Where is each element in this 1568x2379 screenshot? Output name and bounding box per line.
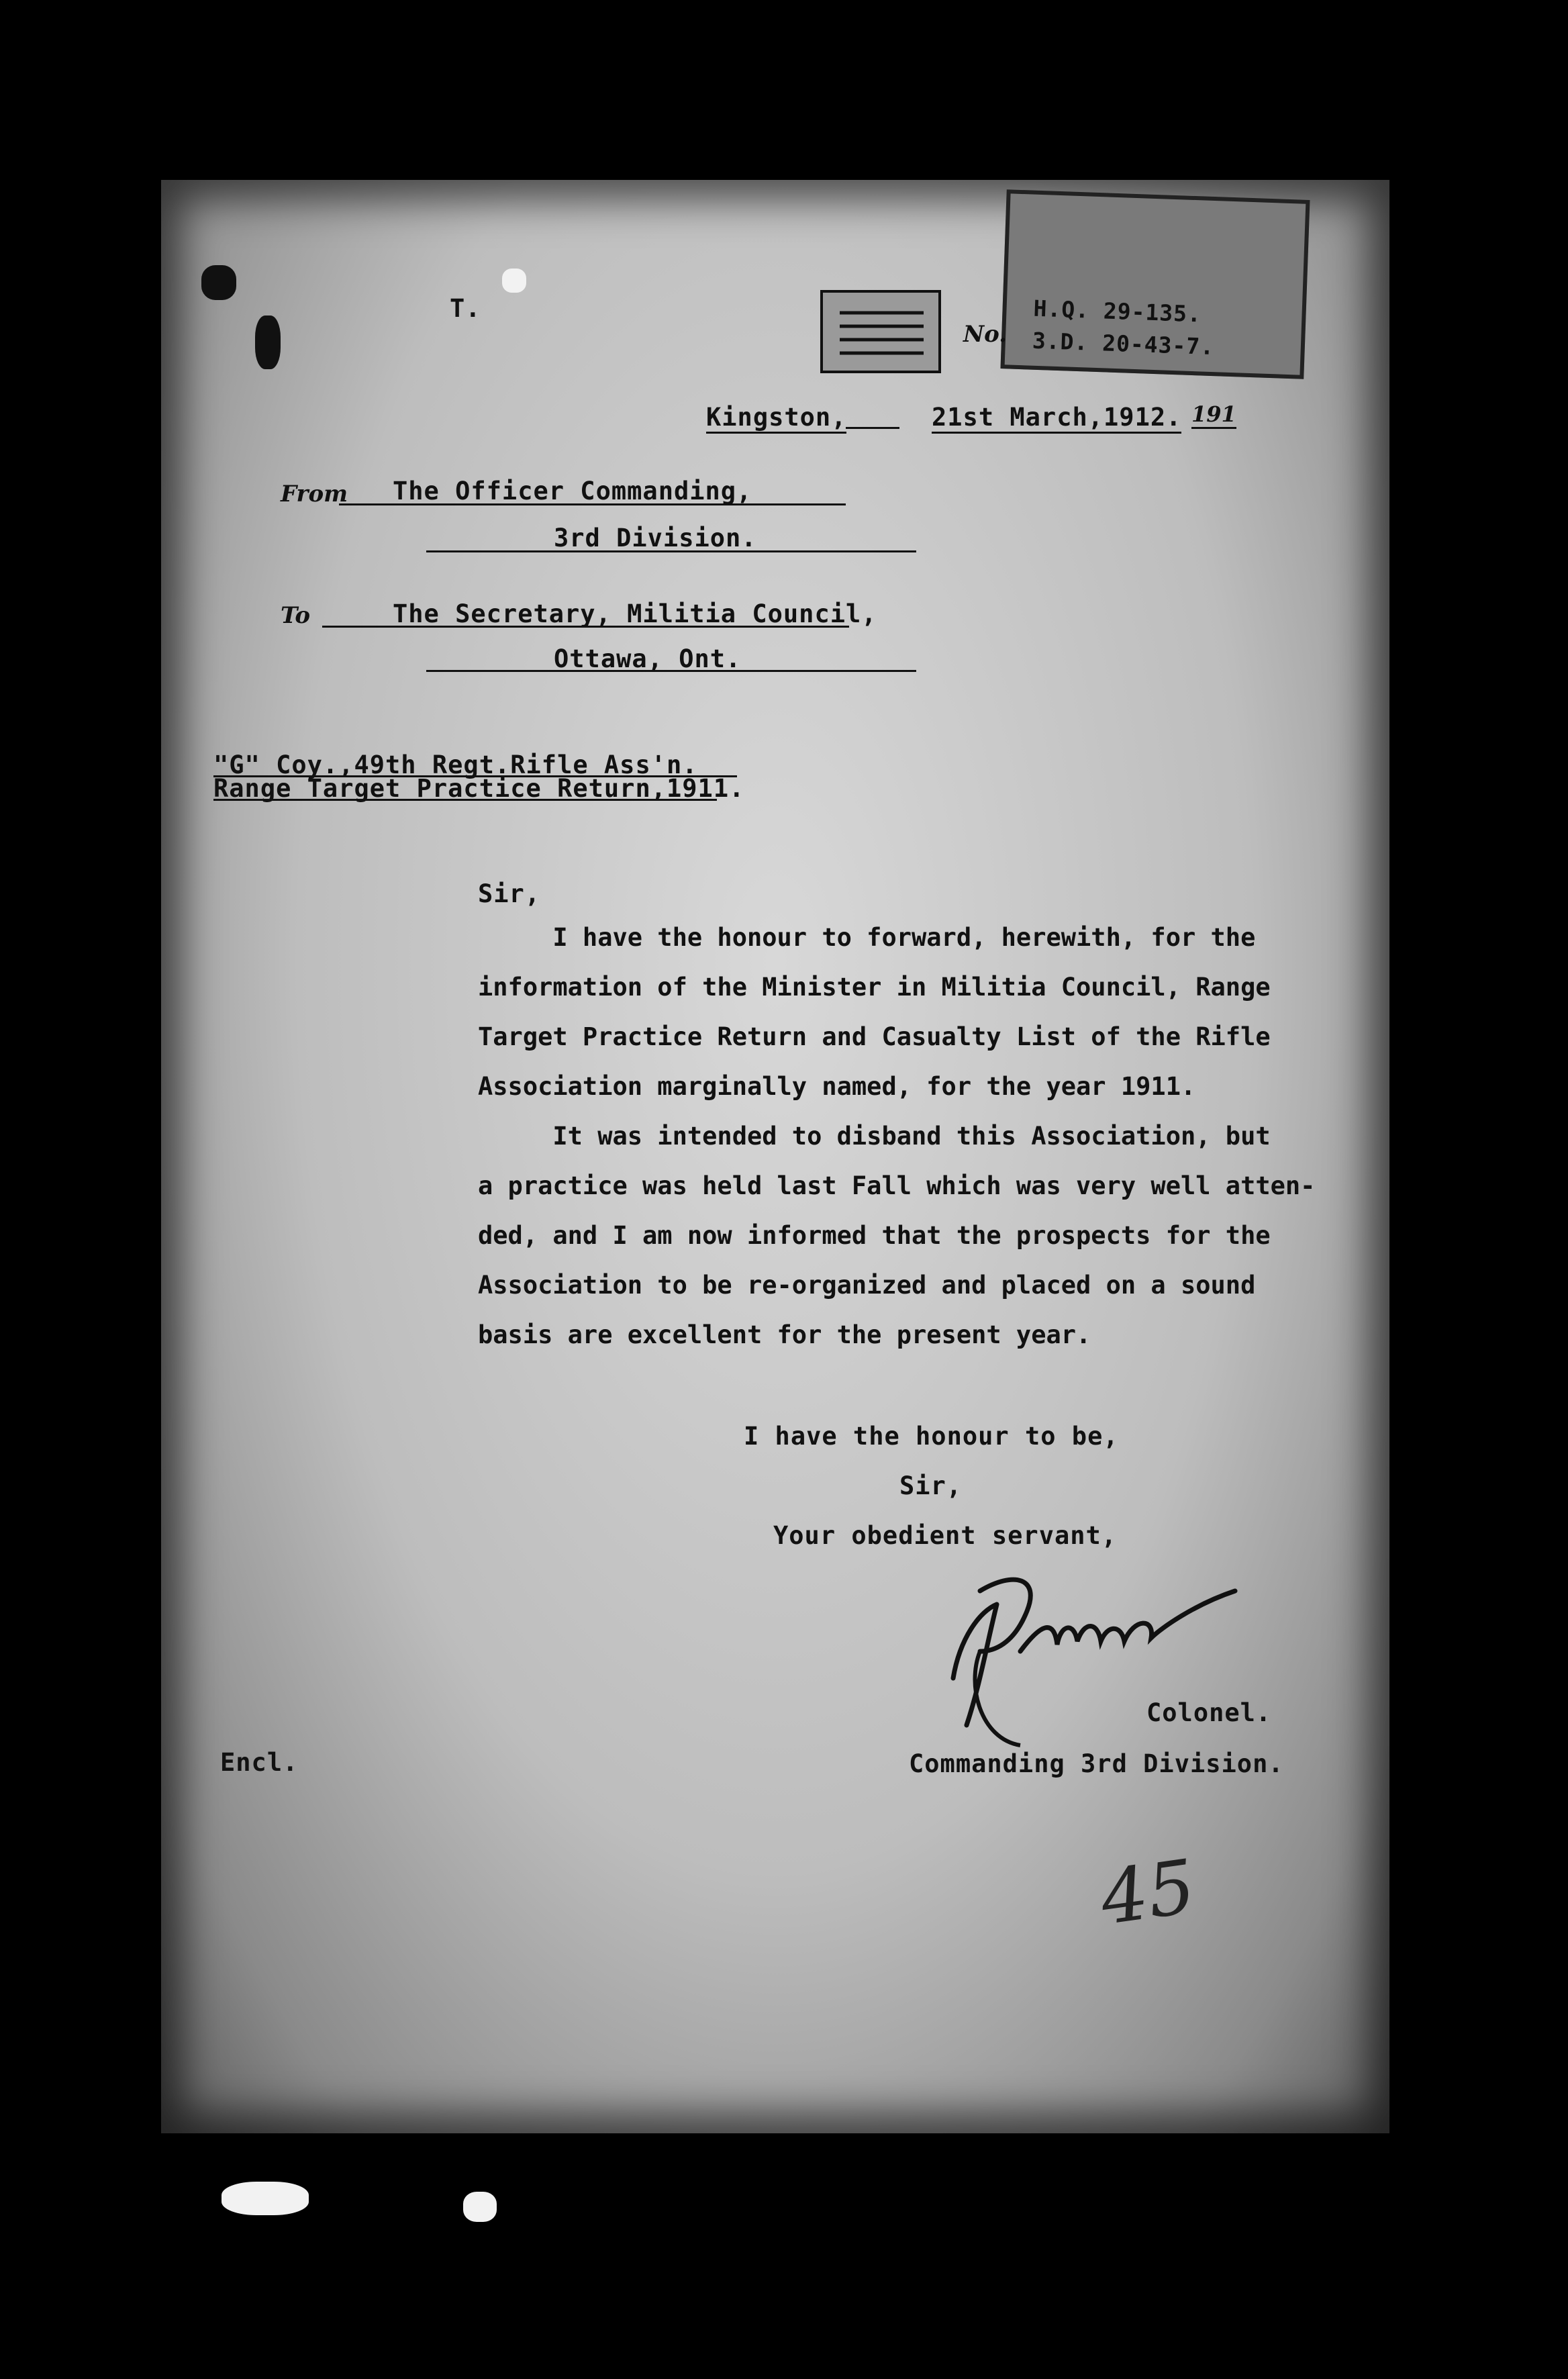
ink-blot xyxy=(255,315,281,369)
stamp-no-label: No. xyxy=(963,321,1007,348)
registry-stamp xyxy=(1000,189,1310,379)
signer-rank: Colonel. xyxy=(1146,1698,1272,1727)
stamp-line-1: H.Q. 29-135. xyxy=(1032,295,1202,328)
ink-blot xyxy=(201,265,236,300)
enclosure-note: Encl. xyxy=(220,1748,299,1777)
to-label: To xyxy=(281,602,311,629)
closing-line-3: Your obedient servant, xyxy=(773,1521,1118,1550)
date: 21st March,1912. xyxy=(932,403,1181,434)
subject-line-1: "G" Coy.,49th Regt.Rifle Ass'n. xyxy=(213,750,698,779)
body-line: I have the honour to forward, herewith, for the xyxy=(478,923,1256,952)
body-line: It was intended to disband this Association, but xyxy=(478,1122,1271,1151)
subject-rule-2 xyxy=(213,799,717,801)
closing-line-1: I have the honour to be, xyxy=(744,1422,1119,1451)
body-line: a practice was held last Fall which was very well atten- xyxy=(478,1171,1316,1200)
stamp-lines-icon xyxy=(823,293,938,371)
body-line: Association marginally named, for the year 1911. xyxy=(478,1072,1196,1101)
file-mark: T. xyxy=(450,294,481,323)
from-line-2: 3rd Division. xyxy=(554,524,757,552)
place-rule xyxy=(846,427,899,429)
receipt-box-stamp xyxy=(820,290,941,373)
subject-line-2: Range Target Practice Return,1911. xyxy=(213,774,745,803)
body-line: Target Practice Return and Casualty List of the Rifle xyxy=(478,1022,1271,1051)
from-label: From xyxy=(281,481,348,507)
date-suffix: 191 xyxy=(1191,401,1236,429)
to-line-1: The Secretary, Militia Council, xyxy=(393,599,877,628)
stamp-line-2: 3.D. 20-43-7. xyxy=(1032,327,1215,360)
letter-body xyxy=(478,913,1315,1360)
paper-spot xyxy=(222,2182,309,2215)
paper-spot xyxy=(463,2192,497,2222)
body-line: basis are excellent for the present year. xyxy=(478,1320,1091,1349)
from-line-1: The Officer Commanding, xyxy=(393,477,752,505)
place: Kingston, xyxy=(706,403,846,434)
to-line-2: Ottawa, Ont. xyxy=(554,644,742,673)
body-line: ded, and I am now informed that the prospects for the xyxy=(478,1221,1271,1250)
paper-spot xyxy=(502,269,526,293)
body-line: Association to be re-organized and placed on a sound xyxy=(478,1271,1256,1300)
salutation: Sir, xyxy=(478,879,541,908)
closing-line-2: Sir, xyxy=(899,1471,963,1500)
signer-title: Commanding 3rd Division. xyxy=(909,1749,1284,1778)
handwritten-number: 45 xyxy=(1095,1843,1201,1942)
body-line: information of the Minister in Militia Council, Range xyxy=(478,973,1271,1002)
